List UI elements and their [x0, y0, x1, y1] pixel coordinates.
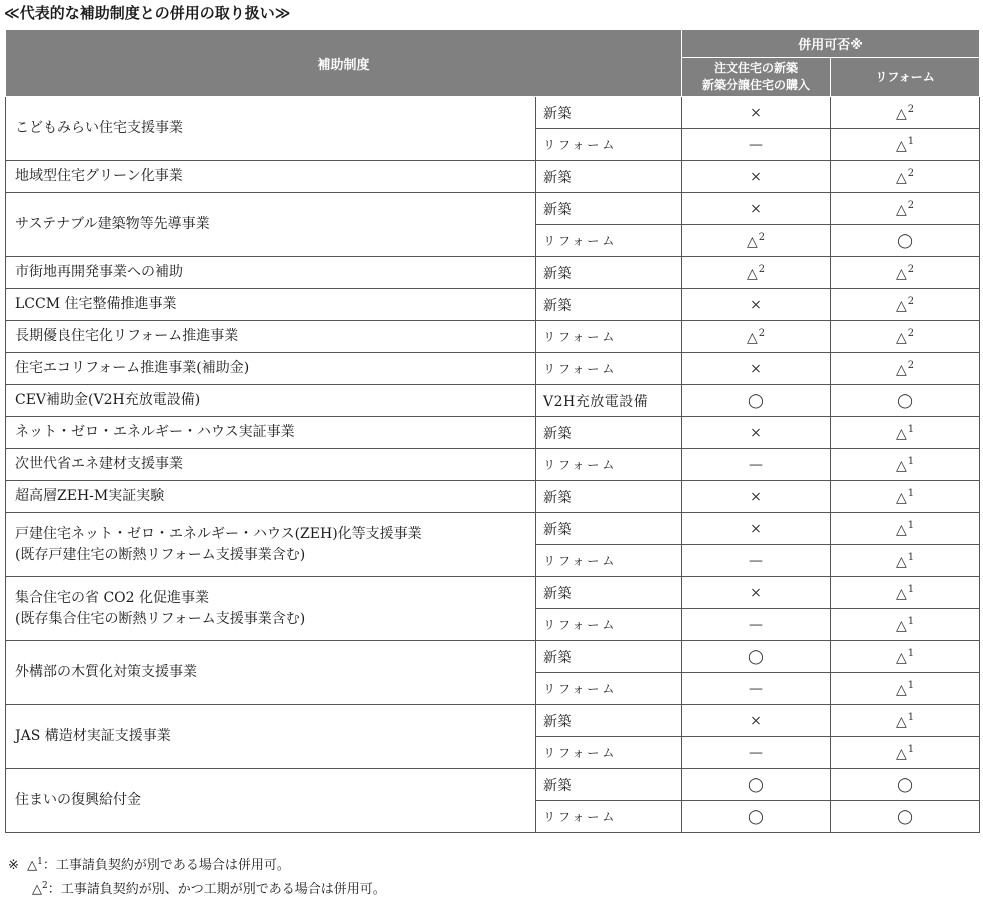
mark-reform: ◯: [831, 385, 980, 417]
build-type: リフォーム: [536, 673, 682, 705]
mark-custom: —: [682, 609, 831, 641]
mark-reform: △$^2$: [831, 193, 980, 225]
build-type: V2H充放電設備: [536, 385, 682, 417]
mark-custom: —: [682, 545, 831, 577]
header-custom-line2: 新築分譲住宅の購入: [702, 78, 811, 92]
mark-reform: △$^1$: [831, 449, 980, 481]
table-row: [6, 193, 980, 225]
table-row: [6, 97, 980, 129]
mark-reform: △$^1$: [831, 577, 980, 609]
build-type: リフォーム: [536, 449, 682, 481]
mark-custom: ×: [682, 481, 831, 513]
subsidy-name: ネット・ゼロ・エネルギー・ハウス実証事業: [6, 417, 536, 449]
header-reform: リフォーム: [831, 58, 980, 97]
table-row: [6, 321, 980, 353]
table-row: [6, 577, 980, 609]
build-type: リフォーム: [536, 737, 682, 769]
footnotes: [8, 852, 386, 900]
build-type: 新築: [536, 705, 682, 737]
build-type: 新築: [536, 257, 682, 289]
header-custom-new: [682, 58, 831, 97]
mark-custom: ×: [682, 193, 831, 225]
subsidy-name: [6, 513, 536, 577]
mark-reform: △$^1$: [831, 481, 980, 513]
table-row: [6, 289, 980, 321]
footnote-1-symbol: △: [27, 858, 38, 873]
table-row: [6, 257, 980, 289]
table-row: [6, 769, 980, 801]
mark-custom: △$^2$: [682, 321, 831, 353]
subsidy-name: LCCM 住宅整備推進事業: [6, 289, 536, 321]
build-type: 新築: [536, 289, 682, 321]
mark-custom: —: [682, 449, 831, 481]
mark-reform: △$^1$: [831, 417, 980, 449]
mark-reform: △$^1$: [831, 129, 980, 161]
mark-reform: △$^1$: [831, 673, 980, 705]
build-type: 新築: [536, 97, 682, 129]
subsidy-name-line2: (既存戸建住宅の断熱リフォーム支援事業含む): [15, 546, 306, 563]
table-row: [6, 705, 980, 737]
build-type: リフォーム: [536, 609, 682, 641]
subsidy-name: 住宅エコリフォーム推進事業(補助金): [6, 353, 536, 385]
build-type: 新築: [536, 417, 682, 449]
mark-reform: △$^1$: [831, 545, 980, 577]
mark-custom: ×: [682, 417, 831, 449]
footnote-2-sup: 2: [42, 881, 48, 891]
build-type: リフォーム: [536, 129, 682, 161]
mark-custom: ◯: [682, 385, 831, 417]
table-row: [6, 385, 980, 417]
build-type: リフォーム: [536, 321, 682, 353]
mark-reform: △$^1$: [831, 513, 980, 545]
mark-reform: △$^2$: [831, 321, 980, 353]
header-custom-line1: 注文住宅の新築: [714, 61, 799, 75]
footnote-mark: ※: [8, 858, 19, 873]
mark-custom: ×: [682, 577, 831, 609]
footnote-1: [8, 852, 386, 876]
table-row: [6, 481, 980, 513]
mark-reform: △$^2$: [831, 353, 980, 385]
footnote-1-text: ：工事請負契約が別である場合は併用可。: [42, 858, 290, 873]
mark-custom: ×: [682, 353, 831, 385]
table-row: [6, 513, 980, 545]
mark-custom: ◯: [682, 769, 831, 801]
mark-custom: —: [682, 737, 831, 769]
mark-custom: △$^2$: [682, 225, 831, 257]
build-type: リフォーム: [536, 225, 682, 257]
mark-custom: —: [682, 129, 831, 161]
mark-reform: ◯: [831, 225, 980, 257]
table-row: [6, 353, 980, 385]
table-row: [6, 641, 980, 673]
build-type: 新築: [536, 193, 682, 225]
subsidy-name: 地域型住宅グリーン化事業: [6, 161, 536, 193]
mark-reform: ◯: [831, 801, 980, 833]
mark-reform: △$^2$: [831, 161, 980, 193]
mark-custom: ×: [682, 705, 831, 737]
mark-reform: △$^2$: [831, 97, 980, 129]
subsidy-table: [5, 29, 980, 833]
mark-custom: ◯: [682, 801, 831, 833]
footnote-2: [8, 876, 386, 900]
mark-reform: △$^2$: [831, 289, 980, 321]
subsidy-name: 次世代省エネ建材支援事業: [6, 449, 536, 481]
build-type: 新築: [536, 769, 682, 801]
mark-custom: ×: [682, 97, 831, 129]
subsidy-name: 住まいの復興給付金: [6, 769, 536, 833]
build-type: リフォーム: [536, 801, 682, 833]
mark-custom: ×: [682, 513, 831, 545]
table-row: [6, 161, 980, 193]
mark-reform: △$^1$: [831, 641, 980, 673]
subsidy-name: 超高層ZEH-M実証実験: [6, 481, 536, 513]
mark-custom: ◯: [682, 641, 831, 673]
subsidy-name: CEV補助金(V2H充放電設備): [6, 385, 536, 417]
mark-reform: △$^1$: [831, 609, 980, 641]
mark-custom: ×: [682, 289, 831, 321]
subsidy-name: [6, 577, 536, 641]
footnote-2-symbol: △: [32, 882, 42, 897]
subsidy-name: こどもみらい住宅支援事業: [6, 97, 536, 161]
build-type: リフォーム: [536, 353, 682, 385]
build-type: 新築: [536, 161, 682, 193]
build-type: 新築: [536, 513, 682, 545]
footnote-2-text: ：工事請負契約が別、かつ工期が別である場合は併用可。: [47, 882, 386, 897]
footnote-1-sup: 1: [37, 857, 43, 867]
header-subsidy: 補助制度: [6, 30, 682, 97]
subsidy-name-line1: 集合住宅の省 CO2 化促進事業: [15, 589, 209, 606]
subsidy-name-line1: 戸建住宅ネット・ゼロ・エネルギー・ハウス(ZEH)化等支援事業: [15, 525, 422, 542]
table-row: [6, 449, 980, 481]
mark-custom: △$^2$: [682, 257, 831, 289]
subsidy-name: サステナブル建築物等先導事業: [6, 193, 536, 257]
header-combinable: 併用可否※: [682, 30, 980, 58]
mark-reform: △$^1$: [831, 705, 980, 737]
subsidy-name-line2: (既存集合住宅の断熱リフォーム支援事業含む): [15, 610, 306, 627]
build-type: 新築: [536, 481, 682, 513]
build-type: リフォーム: [536, 545, 682, 577]
mark-custom: —: [682, 673, 831, 705]
mark-reform: △$^2$: [831, 257, 980, 289]
mark-reform: ◯: [831, 769, 980, 801]
subsidy-name: 市街地再開発事業への補助: [6, 257, 536, 289]
page-title: ≪代表的な補助制度との併用の取り扱い≫: [4, 4, 291, 22]
subsidy-name: 長期優良住宅化リフォーム推進事業: [6, 321, 536, 353]
build-type: 新築: [536, 577, 682, 609]
table-row: [6, 417, 980, 449]
subsidy-name: JAS 構造材実証支援事業: [6, 705, 536, 769]
mark-reform: △$^1$: [831, 737, 980, 769]
subsidy-name: 外構部の木質化対策支援事業: [6, 641, 536, 705]
build-type: 新築: [536, 641, 682, 673]
mark-custom: ×: [682, 161, 831, 193]
